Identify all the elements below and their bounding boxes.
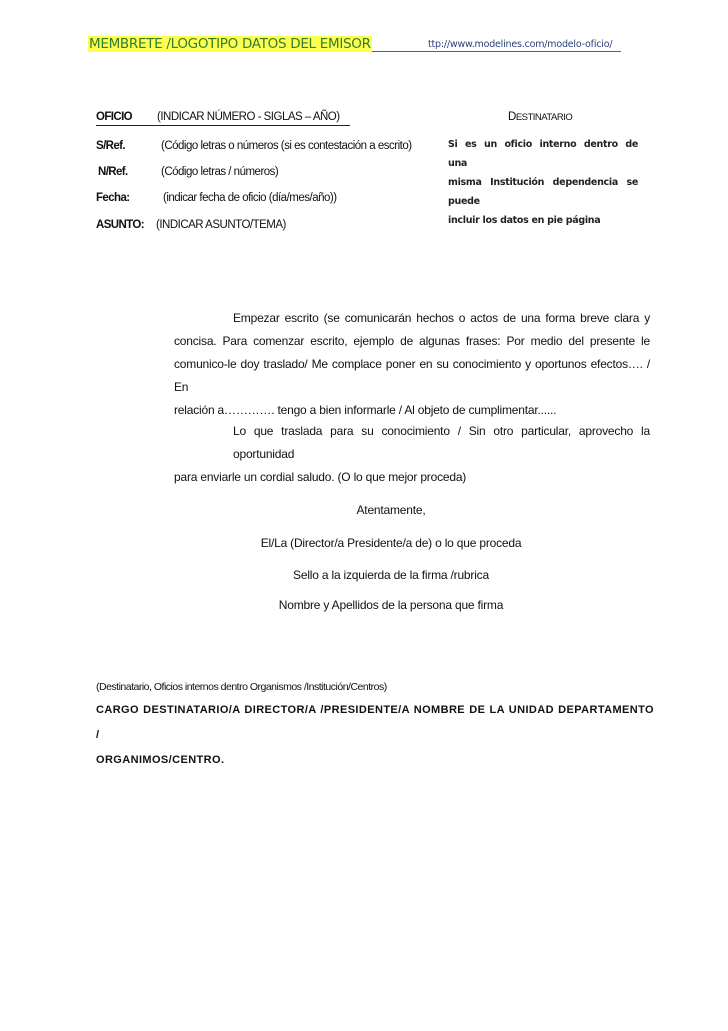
closing-text: Atentamente, <box>356 503 426 517</box>
oficio-underline <box>96 125 350 126</box>
sref-value: (Código letras o números (si es contestación a escrito) <box>161 140 412 152</box>
paragraph-line: comunico-le doy traslado/ Me complace poner en su conocimiento y oportunos efectos…. / En <box>174 357 650 394</box>
fecha-value: (indicar fecha de oficio (día/mes/año)) <box>163 192 337 204</box>
recipient-line: ORGANIMOS/CENTRO. <box>96 754 225 766</box>
destinatario-note-line: misma Institución dependencia se puede <box>448 177 638 207</box>
paragraph-line: Lo que traslada para su conocimiento / Sin otro particular, aprovecho la oportunidad <box>233 424 650 461</box>
oficio-label: OFICIO <box>96 111 133 123</box>
paragraph-line: para enviarle un cordial saludo. (O lo que mejor proceda) <box>174 470 467 484</box>
header-url-link[interactable]: ttp://www.modelines.com/modelo-oficio/ <box>428 39 613 50</box>
signer-name: Nombre y Apellidos de la persona que firma <box>278 598 504 612</box>
paragraph-line: Empezar escrito (se comunicarán hechos o actos de una forma breve clara y <box>233 311 650 325</box>
paragraph-line: relación a…………. tengo a bien informarle / Al objeto de cumplimentar...... <box>174 403 557 417</box>
footer-note: (Destinatario, Oficios internos dentro Organismos /Institución/Centros) <box>96 681 387 693</box>
letterhead-title: MEMBRETE /LOGOTIPO DATOS DEL EMISOR <box>89 36 371 52</box>
recipient-line: CARGO DESTINATARIO/A DIRECTOR/A /PRESIDENTE/A NOMBRE DE LA UNIDAD DEPARTAMENTO / <box>96 704 654 741</box>
destinatario-heading: DESTINATARIO <box>508 111 573 123</box>
stamp-note: Sello a la izquierda de la firma /rubrica <box>293 568 489 582</box>
nref-label: N/Ref. <box>98 166 128 178</box>
footer-recipient <box>96 698 654 773</box>
destinatario-note-line: Si es un oficio interno dentro de una <box>448 139 638 169</box>
signer-role: El/La (Director/a Presidente/a de) o lo que proceda <box>260 536 522 550</box>
asunto-value: (INDICAR ASUNTO/TEMA) <box>156 219 286 231</box>
oficio-value: (INDICAR NÚMERO - SIGLAS – AÑO) <box>157 111 340 123</box>
body-paragraph-2 <box>174 420 650 489</box>
nref-value: (Código letras / números) <box>161 166 279 178</box>
destinatario-note-line: incluir los datos en pie página <box>448 215 601 226</box>
body-paragraph-1 <box>174 307 650 422</box>
asunto-label: ASUNTO: <box>96 219 144 231</box>
destinatario-note <box>448 135 638 230</box>
paragraph-line: concisa. Para comenzar escrito, ejemplo de algunas frases: Por medio del presente le <box>174 334 650 348</box>
fecha-label: Fecha: <box>96 192 130 204</box>
sref-label: S/Ref. <box>96 140 125 152</box>
